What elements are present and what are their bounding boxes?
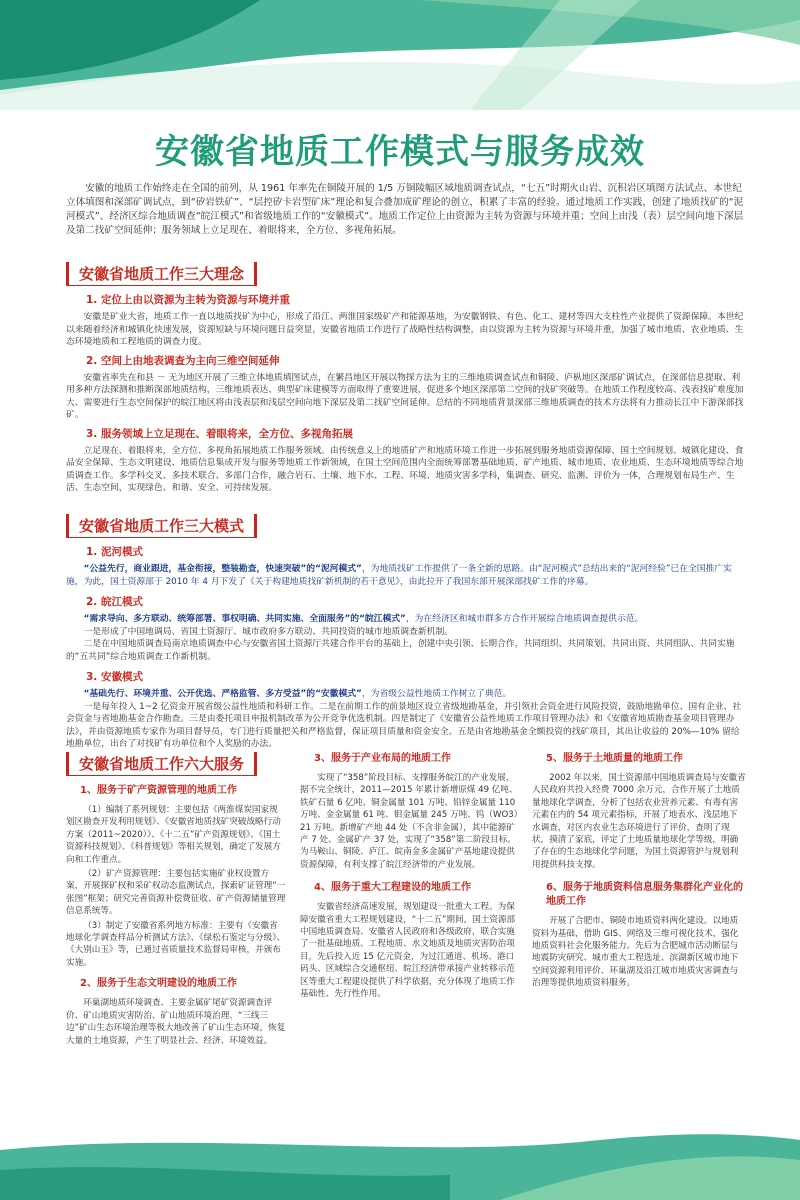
top-wave-decoration: [0, 0, 800, 110]
concepts-block: [66, 292, 746, 499]
section-heading-services: 安徽省地质工作六大服务: [66, 752, 257, 776]
model-description: [66, 563, 746, 588]
service-text: （1）编制了系列规划：主要包括《两淮煤炭国家规划区勘查开发利用规划》、《安徽省地质找矿突破战略行动方案（2011~2020）》、《十二五”矿产资源规划》、《国土资源科技规划》、《科普规划》等相关规划，确定了发展方向和工作重点。: [66, 805, 281, 865]
concept-text: 安徽省率先在和县 － 无为地区开展了三维立体地质填图试点，在繁昌地区开展以物探方法为主的三维地质调查试点和铜陵、庐枞地区深部矿调试点，在深部信息提取、利用多种方法探测和推断深部地质结构，三维地质表达、典型矿床建模等方面取得了重要进展，促进多个地区深部第二空间的找矿突破等。在地质工作程度较高、浅表找矿难度加大、需要进行生态空间保护的皖江地区将由浅表层和浅层空间向地下深层及第二找矿空间延伸。总结的不同地质背景深部三维地质调查的技术方法将有力推动长江中下游深部找矿。: [66, 372, 744, 420]
concept-title: 3. 服务领域上立足现在、着眼将来，全方位、多视角拓展: [86, 427, 353, 440]
service-text: （2）矿产资源管理：主要包括实施矿业权设置方案，开展探矿权和采矿权动态监测试点，探索矿证管理“一张图”框架；研究完善资源补偿费征收、矿产资源储量管理信息系统等。: [66, 869, 286, 917]
concept-title: 2. 空间上由地表调查为主向三维空间延伸: [86, 354, 280, 367]
model-point: 一是形成了中国地调局、省国土资源厅、城市政府多方联动、共同投资的城市地质调查新机制。: [83, 626, 454, 637]
model-slogan: “公益先行，商业跟进，基金衔接，整装勘查，快速突破”的“泥河模式”: [83, 564, 362, 574]
concept-text: 安徽是矿业大省，地质工作一直以地质找矿为中心，形成了沿江、两淮国家级矿产和能源基地，为安徽钢铁、有色、化工、建材等四大支柱性产业提供了资源保障。本世纪以来随着经济和城镇化快速发展，资源短缺与环境问题日益突显，安徽省地质工作进行了战略性结构调整，由以资源为主转为资源与环境并重，加强了城市地质、农业地质、生态环境地质和工程地质的调查力度。: [66, 312, 744, 347]
service-text: 实现了“358”阶段目标、支撑服务皖江的产业发展，据不完全统计，2011—2015 年累计新增原煤 49 亿吨、铁矿石量 6 亿吨、铜金属量 101 万吨、铅锌金属量 110 万吨、金金属量 61 吨、钼金属量 245 万吨、钨（WO3）21 万吨。新增矿产地 44 处（不含非金属），其中能源矿产 7 处、金属矿产 37 处，实现了“358”第二阶段目标。为马鞍山、铜陵、庐江、皖南金多金属矿产基地建设提供资源保障，有利支撑了皖江经济带的产业发展。: [300, 773, 518, 870]
service-text: 安徽省经济高速发展，规划建设一批重大工程。为保障安徽省重大工程规划建设，“十二五”期间，国土资源部中国地质调查局、安徽省人民政府和各级政府，联合实施了一批基础地质、工程地质、水文地质及地质灾害防治项目，先后投入近 15 亿元资金，为过江通道、机场、港口码头、区域综合交通枢纽、皖江经济带承接产业转移示范区等重大工程建设提供了科学依据，充分体现了地质工作基础性、先行性作用。: [300, 902, 516, 1000]
model-title: 2. 皖江模式: [86, 596, 143, 608]
model-point: 一是每年投入 1~2 亿资金开展省级公益性地质和科研工作。二是在前期工作的前景地区设立省级地勘基金，并引领社会资金进行风险投资，鼓励地勘单位、国有企业、社会资金与省地勘基金合作勘查。三是由委托项目申报机制改革为公开竞争优选机制。四是制定了《安徽省公益性地质工作项目管理办法》和《安徽省地质勘查基金项目管理办法》，并由资源地质专家作为项目督导员，专门进行质量把关和严格监督，保证项目质量和资金安全。五是由省地勘基金全额投资的找矿项目，其出让收益的 20%—10% 留给地勘单位，出台了对找矿有功单位和个人奖励的办法。: [66, 701, 742, 749]
service-title: 3、服务于产业布局的地质工作: [314, 753, 451, 764]
concept-text: 立足现在、着眼将来，全方位、多视角拓展地质工作服务领域。由传统意义上的地质矿产和地质环境工作进一步拓展到服务地质资源保障、国土空间规划、城镇化建设、食品安全保障、生态文明建设、地质信息集成开发与服务等地质工作新领域，在国土空间范围内全面统筹部署基础地质、矿产地质、城市地质、农业地质、生态环境地质等综合地质调查工作。多学科交叉、多技术联合、多部门合作，融合岩石、土壤、地下水、工程、环境、地质灾害多学科，集调查、研究、监测、评价为一体，合理规划布局生产、生活、生态空间，实现绿色、和谐、安全、可持续发展。: [66, 445, 744, 493]
service-text: 2002 年以来，国土资源部中国地质调查局与安徽省人民政府共投入经费 7000 余万元，合作开展了土地质量地球化学调查，分析了包括农业营养元素、有毒有害元素在内的 54 项元素指标，开展了地表水、浅层地下水调查，对区内农业生态环境进行了评价，查明了现状，摸清了家底，评定了土地质量地球化学等级，明确了存在的生态地球化学问题，为国土资源管护与规划利用提供科技支撑。: [532, 773, 746, 870]
concept-title: 1. 定位上由以资源为主转为资源与环境并重: [86, 294, 290, 306]
model-point: 二是在中国地质调查局南京地质调查中心与安徽省国土资源厅共建合作平台的基础上，创建中央引领、长期合作，共同组织、共同策划、共同出资、共同组队、共同实施的“五共同”综合地质调查工作新机制。: [66, 639, 735, 662]
service-title: 6、服务于地质资料信息服务集群化产业化的地质工作: [546, 882, 743, 908]
services-column-2: [300, 752, 520, 1003]
section-heading-concepts: 安徽省地质工作三大理念: [66, 262, 257, 286]
models-block: [66, 544, 746, 755]
model-slogan: “基础先行、环境并重、公开优选、严格监管、多方受益”的“安徽模式”: [83, 689, 362, 699]
services-column-1: [66, 784, 286, 1049]
service-title: 4、服务于重大工程建设的地质工作: [314, 882, 471, 894]
service-text: 环巢湖地质环境调查、主要金属矿尾矿资源调查评价、矿山地质灾害防治、矿山地质环境治理、“三线三边”矿山生态环境治理等极大地改善了矿山生态环境，恢复大量的土地资源，产生了明显社会、经济、环境效益。: [66, 998, 286, 1046]
service-text: 开展了合肥市、铜陵市地质资料两化建设。以地质资料为基础，借助 GIS、网络及三维可视化技术，强化地质资料社会化服务能力。先后为合肥城市活动断层与地震防灾研究、城市重大工程选址、滨湖新区城市地下空间资源利用评价、环巢湖及沿江城市地质灾害调查与治理等提供地质资料服务。: [532, 916, 739, 989]
intro-paragraph: 安徽的地质工作始终走在全国的前列，从 1961 年率先在铜陵开展的 1/5 万铜陵幅区域地质调查试点，“七五”时期火山岩、沉积岩区填图方法试点、本世纪立体填图和深部矿调试点，到“矽岩铁矿”、“层控矽卡岩型矿床”理论和复合叠加成矿理论的创立，积累了丰富的经验。通过地质工作实践，创建了地质找矿的“泥河模式”、经济区综合地质调查“皖江模式”和省级地质工作的“安徽模式”。地质工作定位上由资源为主转为资源与环境并重；空间上由浅（表）层空间向地下深层及第二找矿空间延伸；服务领域上立足现在、着眼将来，全方位、多视角拓展。: [66, 183, 744, 236]
service-title: 2、服务于生态文明建设的地质工作: [80, 978, 237, 990]
service-title: 5、服务于土地质量的地质工作: [546, 753, 683, 764]
model-slogan: “需求导向、多方联动、统筹部署、事权明确、共同实施、全面服务”的“皖江模式”: [83, 614, 406, 624]
model-description: [66, 613, 746, 626]
section-heading-models: 安徽省地质工作三大模式: [66, 514, 257, 538]
model-text: ，为在经济区和城市群多方合作开展综合地质调查提供示范。: [405, 614, 644, 624]
model-text: ，为地质找矿工作提供了一条全新的思路。由“泥河模式”总结出来的“泥河经验”已在全国推广实施，为此，国土资源部于 2010 年 4 月下发了《关于构建地质找矿新机制的若干意见》，由此拉开了我国东部开展深部找矿工作的序幕。: [66, 564, 732, 587]
service-text: （3）制定了安徽省系列地方标准：主要有《安徽省地球化学调查样品分析测试方法》、《绿松石鉴定与分级》、《大别山玉》等，已通过省质量技术监督局审核，并颁布实施。: [66, 920, 286, 968]
model-title: 1. 泥河模式: [86, 546, 143, 558]
model-text: ，为省级公益性地质工作树立了典范。: [361, 689, 512, 699]
model-description: [66, 688, 746, 701]
model-title: 3. 安徽模式: [86, 671, 143, 683]
bottom-wave-decoration: [0, 1120, 800, 1200]
service-title: 1、服务于矿产资源管理的地质工作: [80, 785, 237, 796]
page-title: 安徽省地质工作模式与服务成效: [155, 132, 645, 172]
services-column-3: [532, 752, 746, 992]
